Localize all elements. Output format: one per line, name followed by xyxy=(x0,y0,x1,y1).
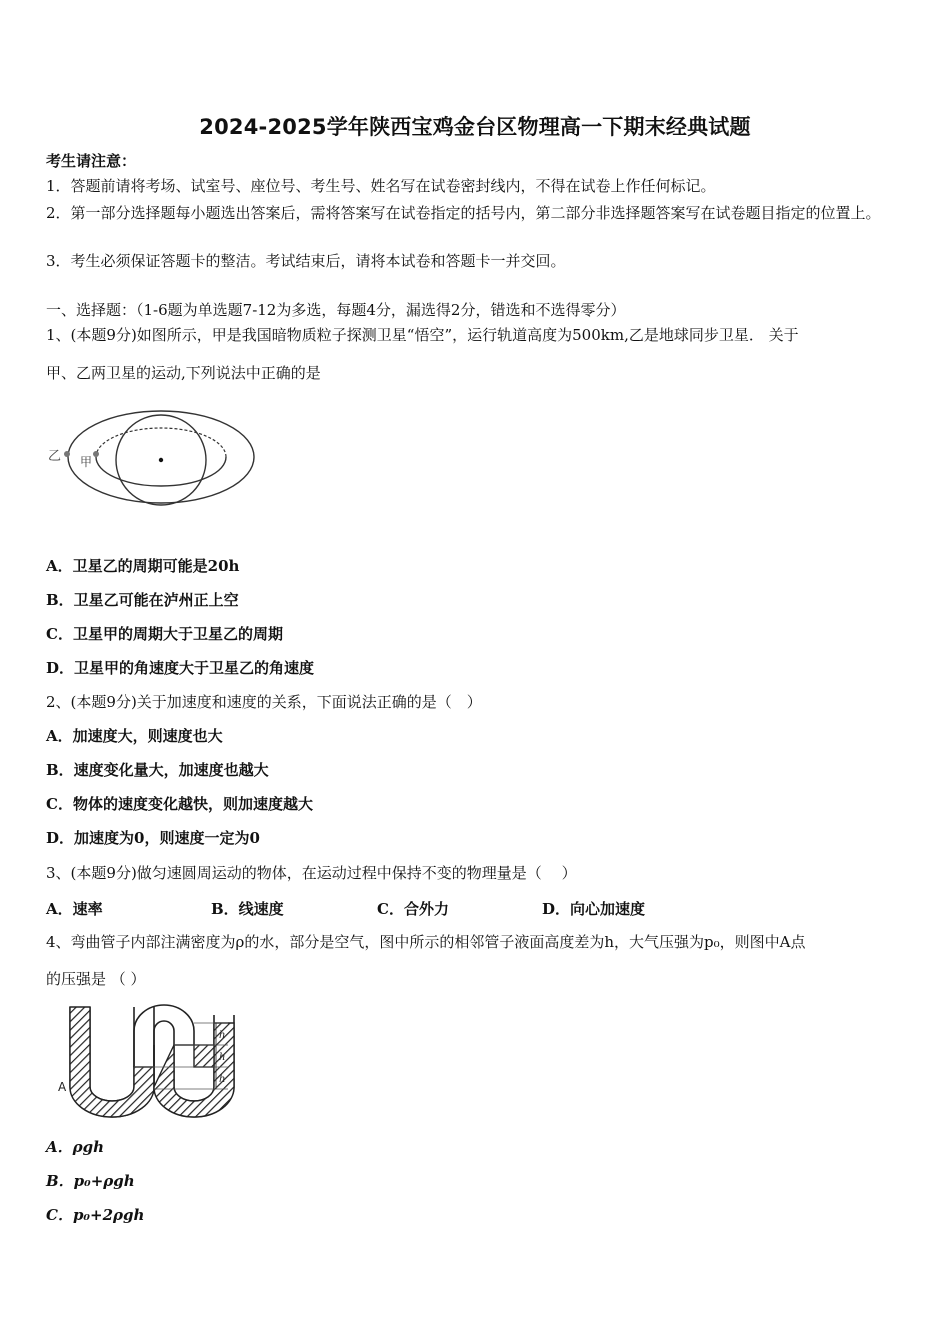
inner-orbit-back xyxy=(96,428,226,457)
notice-item-1: 1．答题前请将考场、试室号、座位号、考生号、姓名写在试卷密封线内，不得在试卷上作任何标记。 xyxy=(46,177,716,195)
q4-option-a: A．ρgh xyxy=(46,1138,105,1156)
h-label-1: h xyxy=(219,1030,226,1041)
satellite-jia-dot xyxy=(93,451,99,457)
h-label-2: h xyxy=(219,1052,226,1063)
q3-option-d: D．向心加速度 xyxy=(542,900,646,918)
q4-option-c: C．p₀+2ρgh xyxy=(46,1206,145,1224)
tube-outline-top xyxy=(134,1005,194,1067)
q4-stem-line1: 4、弯曲管子内部注满密度为ρ的水，部分是空气，图中所示的相邻管子液面高度差为h，大气压强为p₀，则图中A点 xyxy=(46,933,806,951)
q3-options-row xyxy=(46,898,906,918)
water-middle xyxy=(194,1045,214,1067)
q1-option-d: D．卫星甲的角速度大于卫星乙的角速度 xyxy=(46,659,315,677)
earth-center-dot xyxy=(159,458,163,462)
notice-item-3: 3．考生必须保证答题卡的整洁。考试结束后，请将本试卷和答题卡一并交回。 xyxy=(46,252,566,270)
water-left xyxy=(70,1007,154,1117)
q1-stem-line2: 甲、乙两卫星的运动,下列说法中正确的是 xyxy=(46,364,321,382)
label-yi: 乙 xyxy=(48,449,62,464)
q4-option-b: B．p₀+ρgh xyxy=(46,1172,135,1190)
q3-option-c: C．合外力 xyxy=(377,900,449,918)
point-a-label: A xyxy=(58,1080,67,1094)
q1-stem-line1: 1、(本题9分)如图所示，甲是我国暗物质粒子探测卫星“悟空”，运行轨道高度为500km,乙是地球同步卫星． 关于 xyxy=(46,326,799,344)
satellite-yi-dot xyxy=(64,451,70,457)
q2-option-a: A．加速度大，则速度也大 xyxy=(46,727,223,745)
q2-option-b: B．速度变化量大，加速度也越大 xyxy=(46,761,269,779)
q3-option-a: A．速率 xyxy=(46,900,103,918)
q3-stem: 3、(本题9分)做匀速圆周运动的物体，在运动过程中保持不变的物理量是（ ） xyxy=(46,864,577,882)
orbit-diagram xyxy=(46,404,261,516)
page-title: 2024-2025学年陕西宝鸡金台区物理高一下期末经典试题 xyxy=(199,115,751,139)
u-tube-diagram xyxy=(56,1001,246,1123)
h-label-3: h xyxy=(219,1074,226,1085)
label-jia: 甲 xyxy=(80,455,93,469)
q2-option-d: D．加速度为0，则速度一定为0 xyxy=(46,829,260,847)
notice-item-2: 2．第一部分选择题每小题选出答案后，需将答案写在试卷指定的括号内，第二部分非选择题答案写在试卷题目指定的位置上。 xyxy=(46,204,881,222)
q4-stem-line2: 的压强是 （ ） xyxy=(46,970,146,988)
q1-option-b: B．卫星乙可能在泸州正上空 xyxy=(46,591,239,609)
q1-option-a: A．卫星乙的周期可能是20h xyxy=(46,557,240,575)
q1-option-c: C．卫星甲的周期大于卫星乙的周期 xyxy=(46,625,283,643)
q2-option-c: C．物体的速度变化越快，则加速度越大 xyxy=(46,795,313,813)
section-heading: 一、选择题：（1-6题为单选题7-12为多选，每题4分，漏选得2分，错选和不选得零分） xyxy=(46,301,626,319)
q3-option-b: B．线速度 xyxy=(211,900,284,918)
notice-heading: 考生请注意： xyxy=(46,152,137,170)
q2-stem: 2、(本题9分)关于加速度和速度的关系，下面说法正确的是（ ） xyxy=(46,693,482,711)
